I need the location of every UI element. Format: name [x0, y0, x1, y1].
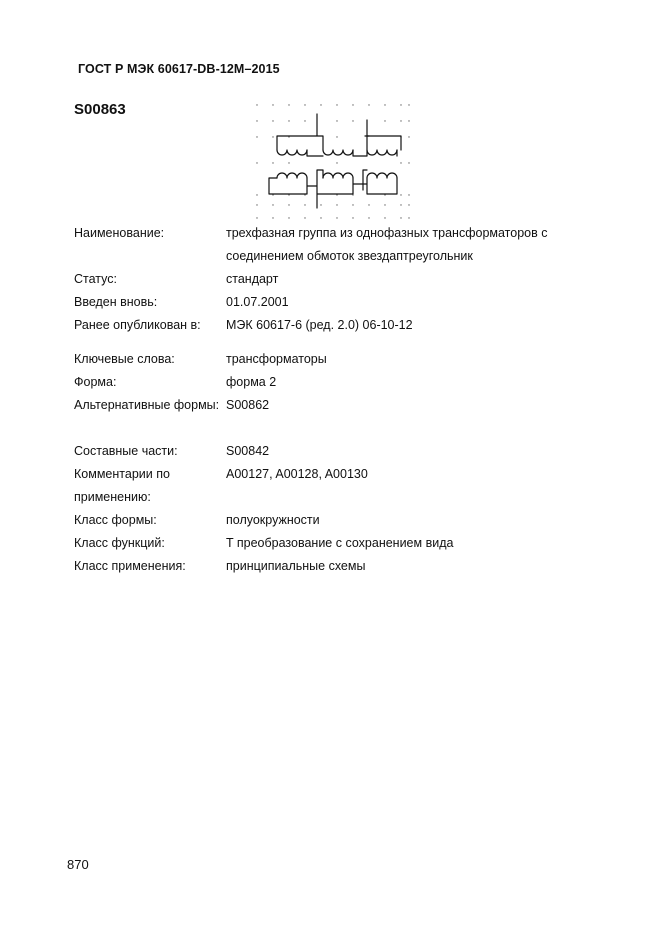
field-value: трехфазная группа из однофазных трансформаторов с соединением обмоток звездаптреугольник	[226, 226, 548, 263]
field-label: Класс функций:	[74, 536, 165, 550]
field-value: 01.07.2001	[226, 295, 289, 309]
star-connection	[277, 114, 401, 156]
secondary-coils	[277, 173, 397, 178]
field-value: T преобразование с сохранением вида	[226, 536, 454, 550]
field-label: Введен вновь:	[74, 295, 158, 309]
grid-dots	[256, 104, 409, 218]
field-label: Ключевые слова:	[74, 352, 175, 366]
field-label: Наименование:	[74, 226, 165, 240]
field-value: S00862	[226, 398, 270, 412]
three-phase-transformer-star-delta-icon	[253, 100, 413, 225]
field-label: Альтернативные формы:	[74, 398, 220, 412]
field-value: S00842	[226, 444, 270, 458]
field-label: Комментарии по применению:	[74, 467, 170, 504]
symbol-code: S00863	[74, 101, 126, 118]
field-label: Форма:	[74, 375, 117, 389]
document-header: ГОСТ Р МЭК 60617-DB-12M–2015	[78, 62, 280, 76]
field-label: Класс применения:	[74, 559, 186, 573]
field-label: Составные части:	[74, 444, 178, 458]
field-label: Статус:	[74, 272, 117, 286]
field-label: Класс формы:	[74, 513, 157, 527]
field-label: Ранее опубликован в:	[74, 318, 201, 332]
field-value: МЭК 60617-6 (ред. 2.0) 06-10-12	[226, 318, 413, 332]
primary-coils	[277, 150, 397, 155]
field-value: форма 2	[226, 375, 277, 389]
field-value: A00127, A00128, A00130	[226, 467, 368, 481]
field-value: стандарт	[226, 272, 279, 286]
page-number: 870	[67, 857, 89, 872]
field-value: трансформаторы	[226, 352, 327, 366]
field-value: полуокружности	[226, 513, 320, 527]
field-value: принципиальные схемы	[226, 559, 366, 573]
